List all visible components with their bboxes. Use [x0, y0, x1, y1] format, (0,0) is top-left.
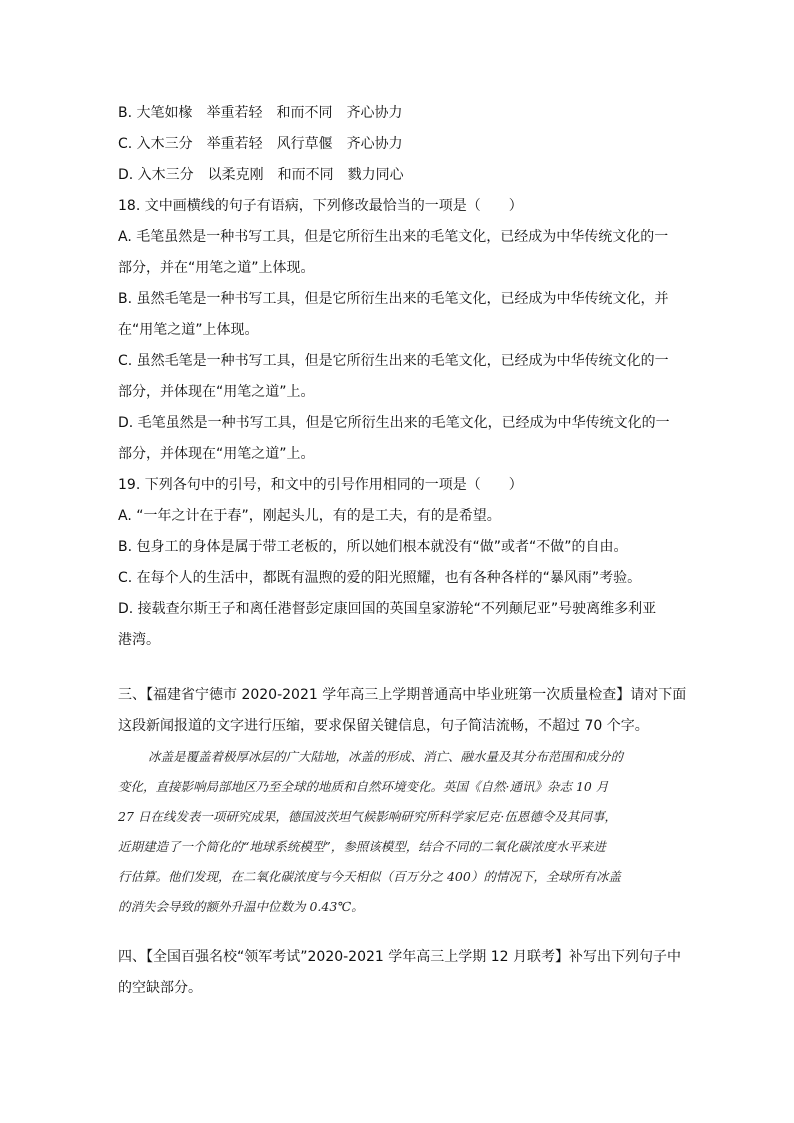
option-c: C. 在每个人的生活中，都既有温煦的爱的阳光照耀，也有各种各样的“暴风雨”考验。	[118, 570, 642, 586]
option-c-line1: C. 虽然毛笔是一种书写工具，但是它所衍生出来的毛笔文化，已经成为中华传统文化的一	[118, 353, 669, 369]
passage-line: 的消失会导致的额外升温中位数为 0.43℃。	[118, 899, 364, 914]
section-heading-line1: 三、【福建省宁德市 2020-2021 学年高三上学期普通高中毕业班第一次质量检查】请对下面	[118, 687, 687, 703]
spacer	[118, 922, 678, 942]
question-stem: 18. 文中画横线的句子有语病，下列修改最恰当的一项是（ ）	[118, 198, 523, 214]
passage-line: 近期建造了一个简化的“地球系统模型”，参照该模型，结合不同的二氧化碳浓度水平来进	[118, 839, 606, 854]
option-b-line1: B. 虽然毛笔是一种书写工具，但是它所衍生出来的毛笔文化，已经成为中华传统文化，并	[118, 291, 669, 307]
passage-line: 变化，直接影响局部地区乃至全球的地质和自然环境变化。英国《自然·通讯》杂志 10 月	[118, 779, 609, 794]
section-heading-line2: 这段新闻报道的文字进行压缩，要求保留关键信息，句子简洁流畅，不超过 70 个字。	[118, 718, 649, 734]
option-c-line2: 部分，并体现在“用笔之道”上。	[118, 384, 315, 400]
spacer	[118, 656, 678, 680]
option-b: B. 包身工的身体是属于带工老板的，所以她们根本就没有“做”或者“不做”的自由。	[118, 539, 628, 555]
option-d-line1: D. 接载查尔斯王子和离任港督彭定康回国的英国皇家游轮“不列颠尼亚”号驶离维多利亚	[118, 601, 657, 617]
option-d-line2: 港湾。	[118, 632, 160, 648]
section-heading-line1: 四、【全国百强名校“领军考试”2020-2021 学年高三上学期 12 月联考】补写出下列句子中	[118, 949, 681, 965]
section-3	[118, 680, 687, 922]
option-b-line2: 在“用笔之道”上体现。	[118, 322, 259, 338]
question-stem: 19. 下列各句中的引号，和文中的引号作用相同的一项是（ ）	[118, 477, 523, 493]
option-a-line2: 部分，并在“用笔之道”上体现。	[118, 260, 315, 276]
option-c: C. 入木三分 举重若轻 风行草偃 齐心协力	[118, 136, 403, 152]
option-d: D. 入木三分 以柔克刚 和而不同 戮力同心	[118, 167, 404, 183]
question-18	[118, 191, 678, 470]
question-19	[118, 470, 678, 656]
document-page	[118, 98, 687, 1004]
passage-line: 行估算。他们发现，在二氧化碳浓度与今天相似（百万分之 400）的情况下，全球所有冰盖	[118, 869, 621, 884]
option-a-line1: A. 毛笔虽然是一种书写工具，但是它所衍生出来的毛笔文化，已经成为中华传统文化的一	[118, 229, 669, 245]
passage-line: 冰盖是覆盖着极厚冰层的广大陆地，冰盖的形成、消亡、融水量及其分布范围和成分的	[148, 749, 624, 764]
passage-line: 27 日在线发表一项研究成果，德国波茨坦气候影响研究所科学家尼克·伍恩德令及其同事，	[118, 809, 617, 824]
option-b: B. 大笔如椽 举重若轻 和而不同 齐心协力	[118, 105, 403, 121]
news-passage	[118, 742, 678, 922]
option-a: A. “一年之计在于春”，刚起头儿，有的是工夫，有的是希望。	[118, 508, 501, 524]
section-heading-line2: 的空缺部分。	[118, 980, 202, 996]
option-d-line2: 部分，并体现在“用笔之道”上。	[118, 446, 315, 462]
section-4	[118, 942, 681, 1004]
option-d-line1: D. 毛笔虽然是一种书写工具，但是它所衍生出来的毛笔文化，已经成为中华传统文化的一	[118, 415, 670, 431]
q17-options	[118, 98, 678, 191]
